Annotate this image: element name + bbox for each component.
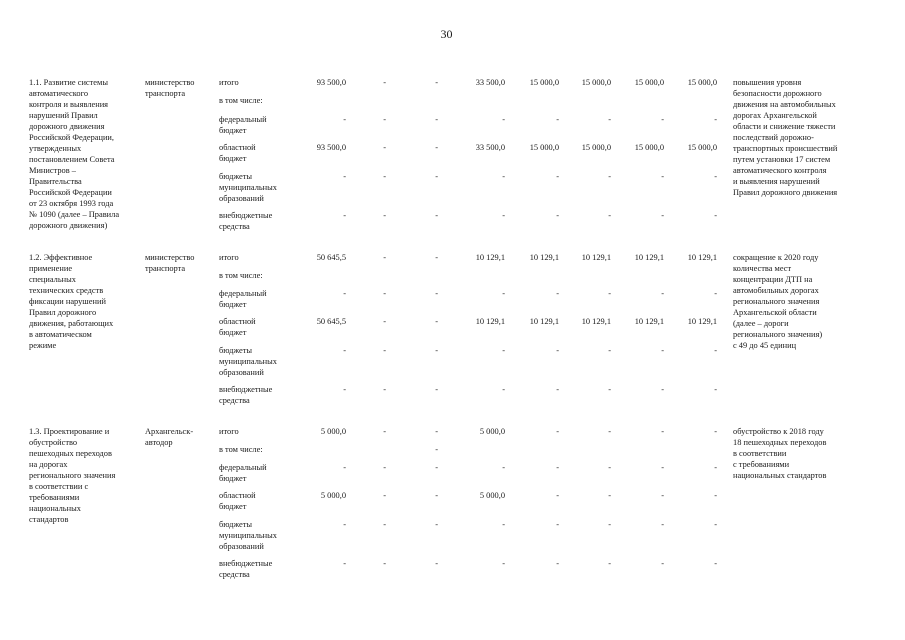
amount-cell: -	[556, 289, 559, 298]
amount-cell: -	[435, 491, 438, 500]
amount-cell: -	[556, 172, 559, 181]
expected-result: сокращение к 2020 году количества мест концентрации ДТП на автомобильных дорогах регионального значения Архангельской области (далее – дороги регионального значения) с 49 до 45 единиц	[733, 253, 823, 350]
amount-cell: -	[714, 115, 717, 124]
amount-cell: -	[435, 427, 438, 436]
amount-cell: -	[556, 491, 559, 500]
amount-cell: -	[661, 385, 664, 394]
amount-cell: 15 000,0	[687, 78, 717, 87]
amount-total: -	[343, 172, 346, 181]
amount-cell: -	[661, 211, 664, 220]
amount-cell: -	[435, 520, 438, 529]
amount-cell: -	[661, 115, 664, 124]
funding-source-label: бюджеты муниципальных образований	[219, 172, 277, 203]
amount-cell: -	[608, 463, 611, 472]
measure-title: 1.2. Эффективное применение специальных технических средств фиксации нарушений Правил дорожного движения, работающих в автоматическом режиме	[29, 253, 114, 350]
amount-cell: 15 000,0	[581, 78, 611, 87]
amount-cell: -	[714, 211, 717, 220]
amount-cell: -	[608, 115, 611, 124]
funding-source-label: федеральный бюджет	[219, 289, 267, 309]
amount-cell: -	[661, 559, 664, 568]
amount-cell: 15 000,0	[581, 143, 611, 152]
amount-cell: 10 129,1	[687, 317, 717, 326]
amount-cell: -	[556, 346, 559, 355]
amount-cell: -	[502, 172, 505, 181]
funding-source-label: итого	[219, 427, 239, 436]
executor: министерство транспорта	[145, 253, 195, 273]
amount-cell: -	[714, 491, 717, 500]
amount-cell: -	[714, 427, 717, 436]
amount-cell: -	[435, 143, 438, 152]
amount-cell: -	[435, 289, 438, 298]
amount-cell: -	[383, 346, 386, 355]
amount-cell: -	[608, 211, 611, 220]
amount-cell: 33 500,0	[475, 78, 505, 87]
amount-cell: 15 000,0	[529, 143, 559, 152]
amount-cell: 10 129,1	[634, 253, 664, 262]
amount-cell: 10 129,1	[581, 253, 611, 262]
amount-total: 93 500,0	[316, 78, 346, 87]
executor: министерство транспорта	[145, 78, 195, 98]
amount-cell: -	[435, 385, 438, 394]
amount-cell: -	[502, 211, 505, 220]
amount-cell: -	[502, 346, 505, 355]
amount-cell: -	[556, 520, 559, 529]
amount-cell: -	[383, 385, 386, 394]
amount-cell: -	[714, 346, 717, 355]
amount-cell: -	[661, 463, 664, 472]
amount-cell: -	[556, 211, 559, 220]
funding-source-label: в том числе:	[219, 445, 263, 454]
amount-total: 5 000,0	[320, 427, 346, 436]
amount-cell: -	[383, 78, 386, 87]
amount-cell: 15 000,0	[634, 78, 664, 87]
amount-cell: -	[608, 385, 611, 394]
amount-cell: -	[556, 463, 559, 472]
amount-cell: 5 000,0	[479, 427, 505, 436]
amount-cell: -	[608, 491, 611, 500]
amount-total: -	[343, 211, 346, 220]
amount-cell: -	[608, 289, 611, 298]
amount-total: -	[343, 346, 346, 355]
amount-cell: 10 129,1	[634, 317, 664, 326]
amount-cell: -	[556, 427, 559, 436]
amount-total: -	[343, 520, 346, 529]
amount-cell: -	[661, 427, 664, 436]
amount-total: -	[343, 385, 346, 394]
amount-cell: -	[714, 172, 717, 181]
amount-cell: -	[435, 78, 438, 87]
amount-cell: -	[435, 463, 438, 472]
amount-cell: -	[714, 289, 717, 298]
amount-cell: -	[383, 317, 386, 326]
amount-cell: -	[661, 172, 664, 181]
funding-source-label: итого	[219, 78, 239, 87]
amount-cell: -	[502, 520, 505, 529]
expected-result: повышения уровня безопасности дорожного движения на автомобильных дорогах Архангельской области и снижение тяжести последствий дорожно- транспортных происшествий путем установки 17 систем автоматического контроля и выявления нарушений Правил дорожного движения	[733, 78, 838, 197]
amount-cell: -	[502, 289, 505, 298]
funding-source-label: областной бюджет	[219, 143, 256, 163]
amount-cell: -	[556, 115, 559, 124]
amount-cell: -	[435, 211, 438, 220]
funding-source-label: итого	[219, 253, 239, 262]
amount-cell: -	[435, 317, 438, 326]
amount-cell: -	[661, 520, 664, 529]
amount-cell: -	[661, 289, 664, 298]
amount-cell: -	[383, 143, 386, 152]
amount-cell: -	[435, 346, 438, 355]
amount-cell: -	[714, 559, 717, 568]
measure-title: 1.1. Развитие системы автоматического контроля и выявления нарушений Правил дорожного движения Российской Федерации, утвержденных постановлением Совета Министров – Правительства Российской Федерации от 23 октября 1993 года № 1090 (далее – Правила дорожного движения)	[29, 78, 120, 230]
amount-cell: 15 000,0	[529, 78, 559, 87]
amount-cell: -	[383, 491, 386, 500]
amount-cell: -	[608, 346, 611, 355]
amount-total: 5 000,0	[320, 491, 346, 500]
amount-cell: -	[502, 559, 505, 568]
amount-cell: 10 129,1	[687, 253, 717, 262]
executor: Архангельск- автодор	[145, 427, 194, 447]
amount-cell: 10 129,1	[475, 253, 505, 262]
amount-cell: -	[608, 427, 611, 436]
amount-cell: -	[502, 463, 505, 472]
amount-cell: -	[435, 559, 438, 568]
amount-total: 93 500,0	[316, 143, 346, 152]
amount-cell: 5 000,0	[479, 491, 505, 500]
funding-source-label: внебюджетные средства	[219, 211, 273, 231]
funding-source-label: областной бюджет	[219, 491, 256, 511]
funding-source-label: бюджеты муниципальных образований	[219, 520, 277, 551]
amount-cell: -	[608, 559, 611, 568]
amount-cell: -	[714, 385, 717, 394]
funding-source-label: внебюджетные средства	[219, 559, 273, 579]
amount-total: -	[343, 559, 346, 568]
funding-source-label: федеральный бюджет	[219, 463, 267, 483]
amount-cell: -	[383, 115, 386, 124]
amount-total: -	[343, 463, 346, 472]
amount-cell: -	[661, 491, 664, 500]
amount-cell: -	[383, 427, 386, 436]
amount-cell: 33 500,0	[475, 143, 505, 152]
amount-cell: -	[435, 445, 438, 454]
funding-source-label: федеральный бюджет	[219, 115, 267, 135]
funding-source-label: бюджеты муниципальных образований	[219, 346, 277, 377]
amount-cell: -	[435, 253, 438, 262]
amount-cell: -	[383, 211, 386, 220]
amount-total: 50 645,5	[316, 253, 346, 262]
amount-cell: 15 000,0	[634, 143, 664, 152]
funding-source-label: в том числе:	[219, 271, 263, 280]
amount-cell: -	[383, 520, 386, 529]
funding-source-label: внебюджетные средства	[219, 385, 273, 405]
amount-cell: -	[383, 289, 386, 298]
funding-source-label: областной бюджет	[219, 317, 256, 337]
amount-cell: -	[435, 172, 438, 181]
amount-total: 50 645,5	[316, 317, 346, 326]
amount-cell: -	[556, 559, 559, 568]
amount-cell: 10 129,1	[475, 317, 505, 326]
amount-cell: -	[661, 346, 664, 355]
amount-cell: -	[502, 115, 505, 124]
amount-cell: 15 000,0	[687, 143, 717, 152]
funding-source-label: в том числе:	[219, 96, 263, 105]
amount-cell: 10 129,1	[529, 253, 559, 262]
amount-cell: -	[608, 172, 611, 181]
amount-cell: -	[383, 253, 386, 262]
amount-cell: -	[714, 463, 717, 472]
amount-total: -	[343, 289, 346, 298]
measure-title: 1.3. Проектирование и обустройство пешеходных переходов на дорогах регионального значения в соответствии с требованиями национальных стандартов	[29, 427, 116, 524]
amount-cell: -	[556, 385, 559, 394]
amount-cell: -	[502, 385, 505, 394]
amount-cell: -	[608, 520, 611, 529]
page-number: 30	[440, 27, 453, 41]
amount-cell: -	[383, 559, 386, 568]
amount-cell: -	[435, 115, 438, 124]
amount-cell: -	[383, 463, 386, 472]
amount-cell: -	[714, 520, 717, 529]
amount-cell: 10 129,1	[529, 317, 559, 326]
amount-cell: -	[383, 172, 386, 181]
amount-total: -	[343, 115, 346, 124]
amount-cell: 10 129,1	[581, 317, 611, 326]
expected-result: обустройство к 2018 году 18 пешеходных переходов в соответствии с требованиями национальных стандартов	[733, 427, 827, 480]
